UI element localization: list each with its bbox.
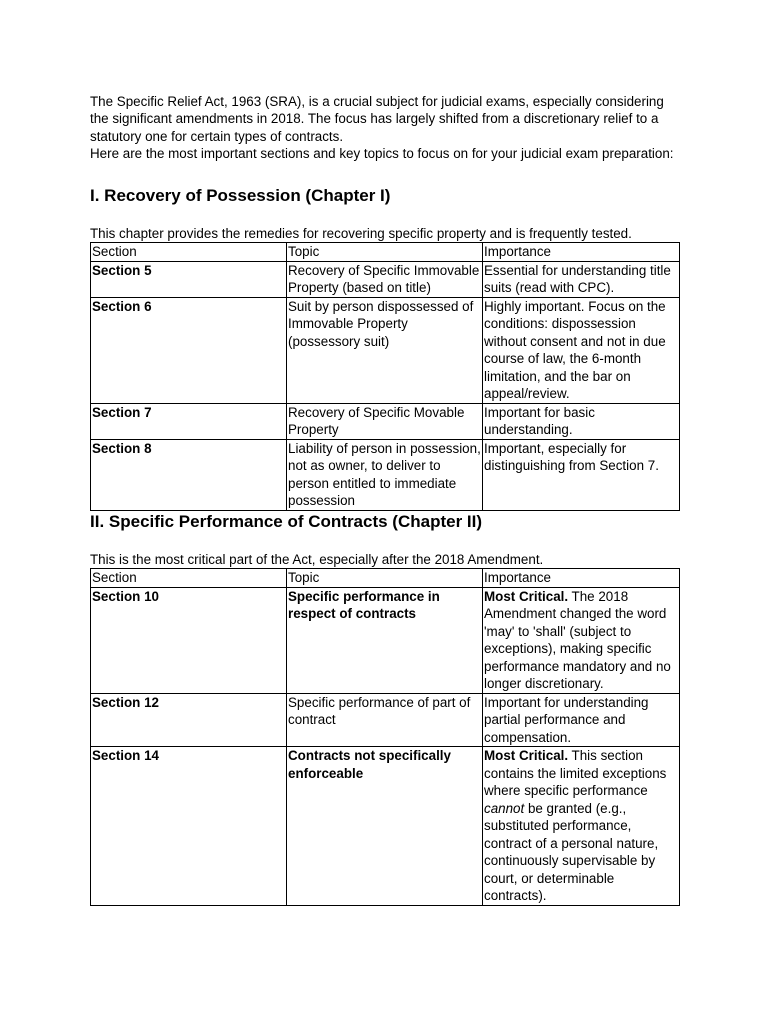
- intro-paragraph-2: Here are the most important sections and key topics to focus on for your judicial exam preparation:: [90, 145, 674, 161]
- table-row: [91, 587, 680, 693]
- importance-text: be granted (e.g., substituted performance, contract of a personal nature, continuously supervisable by court, or determinable contracts).: [484, 800, 659, 904]
- section-cell: Section 14: [91, 747, 287, 906]
- table-row: [91, 297, 680, 403]
- section-cell: Section 7: [91, 403, 287, 439]
- importance-cell: Important for understanding partial performance and compensation.: [483, 693, 680, 747]
- chapter1-table: [90, 242, 680, 511]
- table-header-row: [91, 569, 680, 588]
- intro-paragraph-1: The Specific Relief Act, 1963 (SRA), is a crucial subject for judicial exams, especially considering the significant amendments in 2018. The focus has largely shifted from a discretionary relief to a statutory one for certain types of contracts.: [90, 94, 664, 144]
- section-cell: Section 10: [91, 587, 287, 693]
- header-section: Section: [91, 243, 287, 262]
- importance-cell: [483, 747, 680, 906]
- importance-cell: Important for basic understanding.: [483, 403, 680, 439]
- chapter2-heading: II. Specific Performance of Contracts (Chapter II): [90, 511, 483, 531]
- header-importance: Importance: [483, 243, 680, 262]
- table-row: [91, 693, 680, 747]
- header-section: Section: [91, 569, 287, 588]
- importance-italic: cannot: [484, 800, 525, 816]
- chapter2-description: This is the most critical part of the Act, especially after the 2018 Amendment.: [90, 551, 544, 567]
- section-cell: Section 6: [91, 297, 287, 403]
- chapter1-description: This chapter provides the remedies for recovering specific property and is frequently tested.: [90, 226, 632, 242]
- table-row: [91, 747, 680, 906]
- topic-cell: Specific performance in respect of contracts: [287, 587, 483, 693]
- topic-cell: Specific performance of part of contract: [287, 693, 483, 747]
- section-cell: Section 8: [91, 439, 287, 510]
- importance-cell: [483, 587, 680, 693]
- chapter2-table: [90, 568, 680, 906]
- header-topic: Topic: [287, 243, 483, 262]
- topic-cell: Recovery of Specific Immovable Property (based on title): [287, 261, 483, 297]
- table-row: [91, 439, 680, 510]
- table-header-row: [91, 243, 680, 262]
- topic-cell: Suit by person dispossessed of Immovable Property (possessory suit): [287, 297, 483, 403]
- chapter1-heading: I. Recovery of Possession (Chapter I): [90, 186, 391, 206]
- header-topic: Topic: [287, 569, 483, 588]
- document-page: [90, 93, 680, 906]
- intro-text: [90, 93, 680, 162]
- section-cell: Section 12: [91, 693, 287, 747]
- section-cell: Section 5: [91, 261, 287, 297]
- topic-cell: Contracts not specifically enforceable: [287, 747, 483, 906]
- topic-cell: Liability of person in possession, not as owner, to deliver to person entitled to immediate possession: [288, 440, 481, 509]
- importance-cell: Highly important. Focus on the conditions: dispossession without consent and not in due course of law, the 6-month limitation, and the bar on appeal/review.: [483, 297, 680, 403]
- importance-cell: Essential for understanding title suits (read with CPC).: [483, 261, 680, 297]
- importance-emphasis: Most Critical.: [484, 588, 569, 604]
- importance-text: This section contains the limited exceptions where specific performance: [484, 748, 667, 799]
- importance-cell: Important, especially for distinguishing from Section 7.: [483, 439, 680, 510]
- header-importance: Importance: [483, 569, 680, 588]
- importance-text: The 2018 Amendment changed the word 'may' to 'shall' (subject to exceptions), making specific performance mandatory and no longer discretionary.: [484, 588, 671, 692]
- table-row: [91, 403, 680, 439]
- importance-emphasis: Most Critical.: [484, 748, 569, 764]
- table-row: [91, 261, 680, 297]
- topic-cell: Recovery of Specific Movable Property: [287, 403, 483, 439]
